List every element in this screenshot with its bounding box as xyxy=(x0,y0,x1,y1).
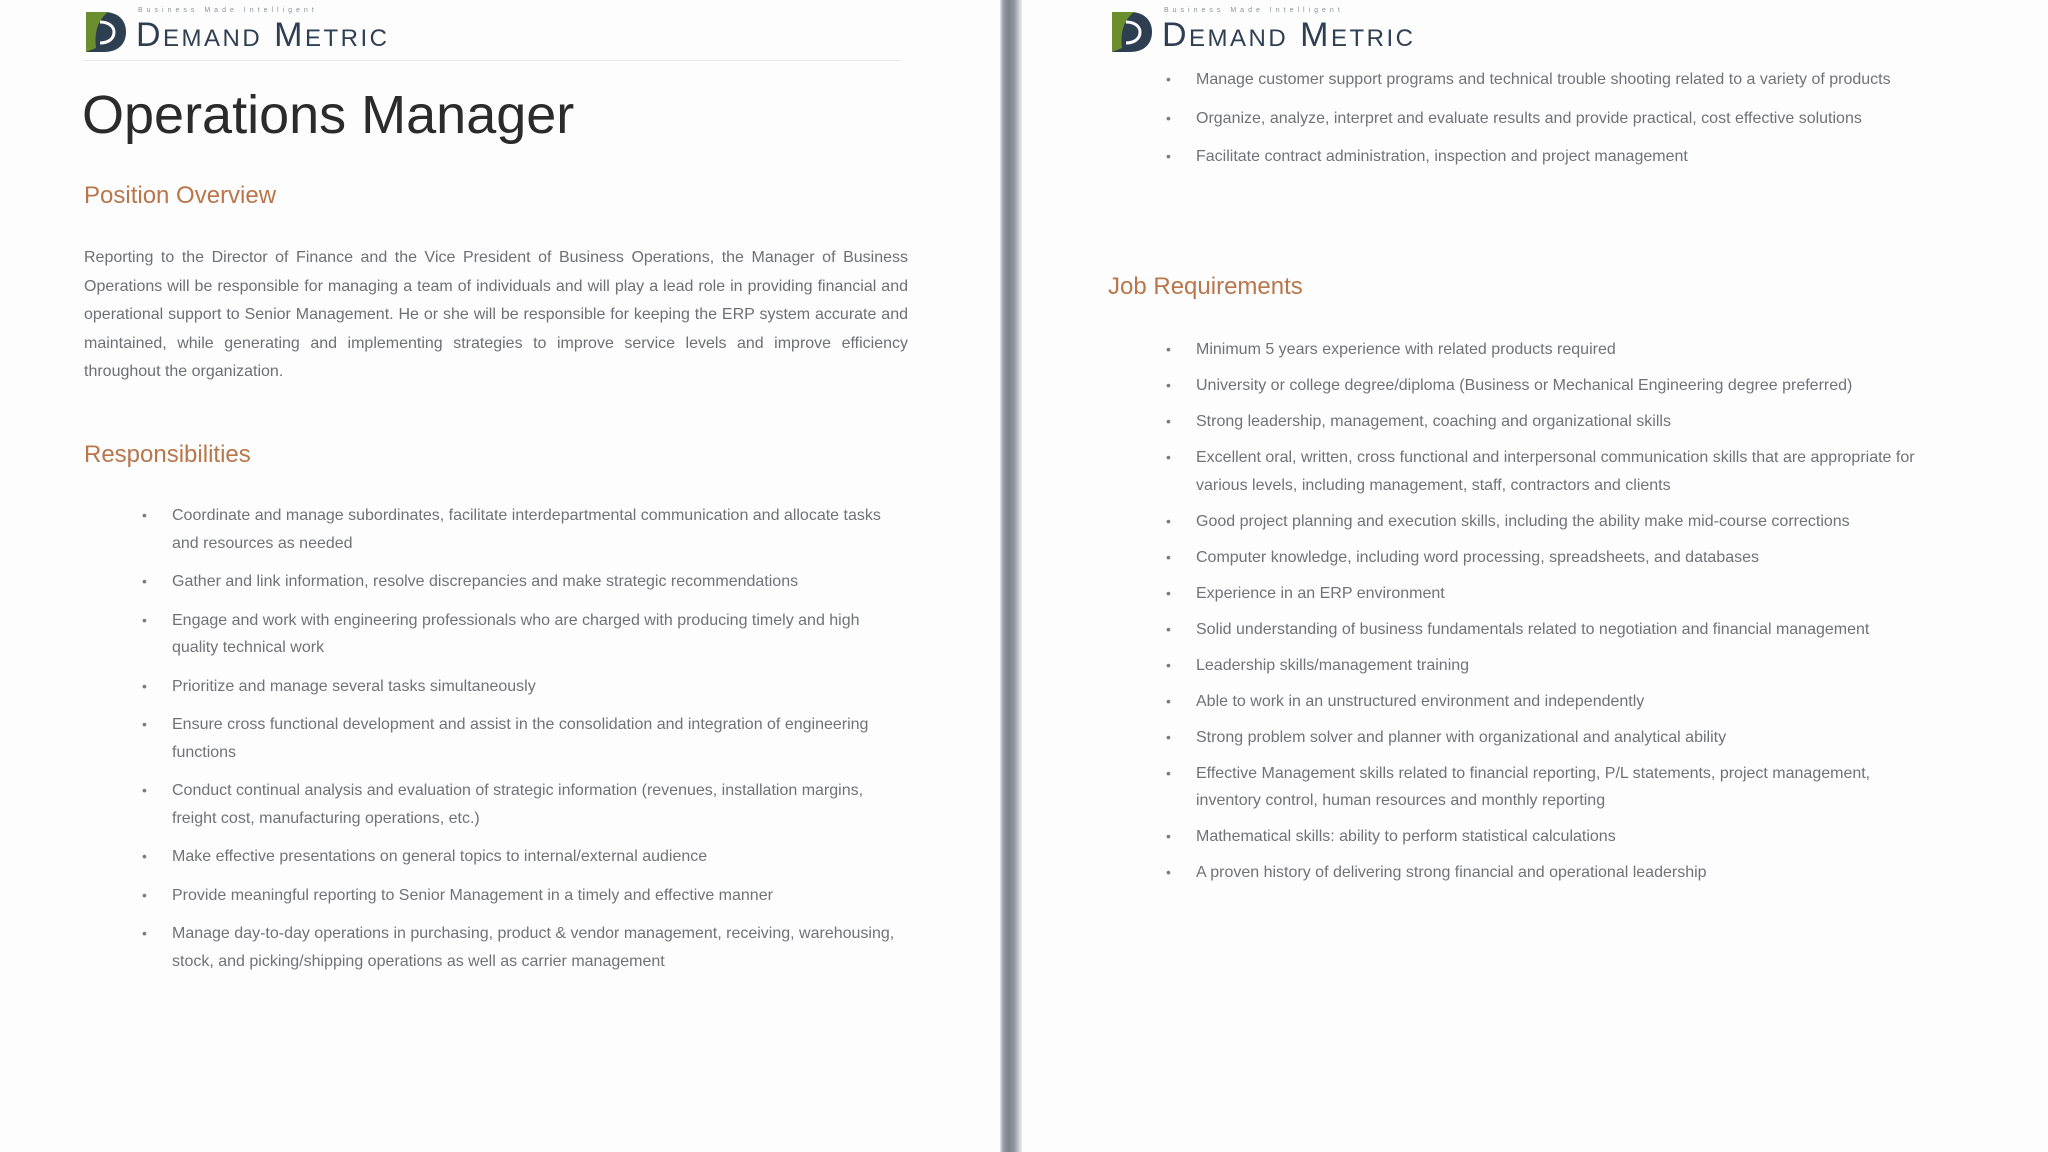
list-item xyxy=(1166,688,1936,716)
logo-mark-icon xyxy=(82,8,128,54)
list-item xyxy=(1166,760,1936,815)
bullet-icon: • xyxy=(1166,71,1171,87)
bullet-icon: • xyxy=(1166,109,1171,126)
list-item-text: Provide meaningful reporting to Senior Management in a timely and effective manner xyxy=(172,886,773,904)
header-rule xyxy=(82,60,902,61)
bullet-icon: • xyxy=(1166,692,1171,709)
list-item xyxy=(142,920,900,975)
job-requirements-heading: Job Requirements xyxy=(1108,273,1303,300)
bullet-icon: • xyxy=(1166,656,1171,673)
list-item-text: Excellent oral, written, cross functional and interpersonal communication skills that are appropriate for various levels, including management, staff, contractors and clients xyxy=(1196,449,1915,494)
list-item xyxy=(1166,616,1936,644)
logo-wordmark: Demand Metric xyxy=(1162,16,1416,54)
list-item xyxy=(1166,105,1936,133)
list-item-text: A proven history of delivering strong financial and operational leadership xyxy=(1196,864,1707,881)
list-item xyxy=(1166,508,1936,536)
list-item-text: Manage day-to-day operations in purchasing, product & vendor management, receiving, warehousing, stock, and picking/shipping operations as well as carrier management xyxy=(172,925,895,970)
list-item-text: Good project planning and execution skills, including the ability make mid-course corrections xyxy=(1196,512,1850,530)
position-overview-text: Reporting to the Director of Finance and the Vice President of Business Operations, the Manager of Business Operations will be responsible for managing a team of individuals and will play a lead role in providing financial and operational support to Senior Management. He or she will be responsible for keeping the ERP system accurate and maintained, while generating and implementing strategies to improve service levels and improve efficiency throughout the organization. xyxy=(84,249,908,380)
list-item xyxy=(142,607,900,662)
bullet-icon: • xyxy=(1166,449,1171,465)
list-item xyxy=(142,882,900,910)
bullet-icon: • xyxy=(1166,148,1171,164)
list-item-text: Facilitate contract administration, inspection and project management xyxy=(1196,148,1688,165)
list-item xyxy=(1166,66,1936,94)
list-item-text: Conduct continual analysis and evaluation of strategic information (revenues, installation margins, freight cost, manufacturing operations, etc.) xyxy=(172,782,864,827)
logo-mark-icon xyxy=(1108,8,1154,54)
list-item xyxy=(142,711,900,766)
page-title: Operations Manager xyxy=(82,85,575,145)
bullet-icon: • xyxy=(142,848,147,864)
list-item xyxy=(142,673,900,701)
list-item-text: Able to work in an unstructured environment and independently xyxy=(1196,692,1645,710)
bullet-icon: • xyxy=(1166,548,1171,565)
list-item-text: Computer knowledge, including word processing, spreadsheets, and databases xyxy=(1196,548,1760,566)
page-divider xyxy=(1000,0,1022,1152)
logo-tagline: Business Made Intelligent xyxy=(138,7,318,14)
list-item xyxy=(1166,444,1936,499)
list-item-text: University or college degree/diploma (Business or Mechanical Engineering degree preferred) xyxy=(1196,377,1853,394)
bullet-icon: • xyxy=(1166,341,1171,357)
list-item-text: Leadership skills/management training xyxy=(1196,656,1470,674)
list-item-text: Effective Management skills related to financial reporting, P/L statements, project management, inventory control, human resources and monthly reporting xyxy=(1196,764,1871,809)
bullet-icon: • xyxy=(1166,864,1171,880)
document-page-1 xyxy=(0,0,1000,1152)
list-item xyxy=(1166,724,1936,752)
list-item xyxy=(142,777,900,832)
list-item xyxy=(1166,544,1936,572)
list-item-text: Experience in an ERP environment xyxy=(1196,584,1445,602)
continued-responsibilities-list xyxy=(1166,66,1936,182)
bullet-icon: • xyxy=(142,886,147,903)
list-item xyxy=(1166,859,1936,887)
demand-metric-logo-page-2 xyxy=(1108,2,1416,54)
bullet-icon: • xyxy=(1166,584,1171,601)
list-item xyxy=(1166,580,1936,608)
list-item-text: Strong problem solver and planner with organizational and analytical ability xyxy=(1196,728,1727,746)
list-item xyxy=(1166,336,1936,364)
bullet-icon: • xyxy=(1166,620,1171,637)
list-item-text: Organize, analyze, interpret and evaluate results and provide practical, cost effective solutions xyxy=(1196,109,1862,127)
logo-wordmark: Demand Metric xyxy=(136,16,390,54)
list-item-text: Coordinate and manage subordinates, facilitate interdepartmental communication and allocate tasks and resources as needed xyxy=(172,507,881,552)
bullet-icon: • xyxy=(142,611,147,628)
list-item xyxy=(142,568,900,596)
list-item xyxy=(142,843,900,871)
list-item-text: Ensure cross functional development and assist in the consolidation and integration of engineering functions xyxy=(172,716,869,761)
list-item xyxy=(1166,652,1936,680)
list-item-text: Gather and link information, resolve discrepancies and make strategic recommendations xyxy=(172,573,799,590)
list-item xyxy=(1166,372,1936,400)
bullet-icon: • xyxy=(142,507,147,523)
bullet-icon: • xyxy=(142,782,147,798)
bullet-icon: • xyxy=(1166,413,1171,429)
list-item xyxy=(1166,143,1936,171)
logo-tagline: Business Made Intelligent xyxy=(1164,7,1344,14)
bullet-icon: • xyxy=(142,677,147,694)
list-item-text: Solid understanding of business fundamentals related to negotiation and financial management xyxy=(1196,620,1870,638)
list-item xyxy=(1166,823,1936,851)
demand-metric-logo xyxy=(82,2,390,54)
bullet-icon: • xyxy=(1166,764,1171,781)
list-item-text: Minimum 5 years experience with related products required xyxy=(1196,341,1616,358)
responsibilities-heading: Responsibilities xyxy=(84,441,251,468)
bullet-icon: • xyxy=(1166,512,1171,529)
list-item-text: Prioritize and manage several tasks simultaneously xyxy=(172,677,536,695)
bullet-icon: • xyxy=(1166,828,1171,844)
bullet-icon: • xyxy=(142,716,147,732)
list-item-text: Make effective presentations on general topics to internal/external audience xyxy=(172,848,708,865)
bullet-icon: • xyxy=(1166,728,1171,745)
list-item xyxy=(142,502,900,557)
bullet-icon: • xyxy=(1166,377,1171,393)
responsibilities-list xyxy=(142,502,900,986)
list-item-text: Strong leadership, management, coaching and organizational skills xyxy=(1196,413,1671,430)
list-item xyxy=(1166,408,1936,436)
list-item-text: Engage and work with engineering professionals who are charged with producing timely and high quality technical work xyxy=(172,611,860,656)
bullet-icon: • xyxy=(142,925,147,941)
position-overview-heading: Position Overview xyxy=(84,182,277,209)
job-requirements-list xyxy=(1166,336,1936,895)
list-item-text: Manage customer support programs and technical trouble shooting related to a variety of products xyxy=(1196,71,1891,88)
list-item-text: Mathematical skills: ability to perform statistical calculations xyxy=(1196,828,1616,845)
bullet-icon: • xyxy=(142,573,147,589)
